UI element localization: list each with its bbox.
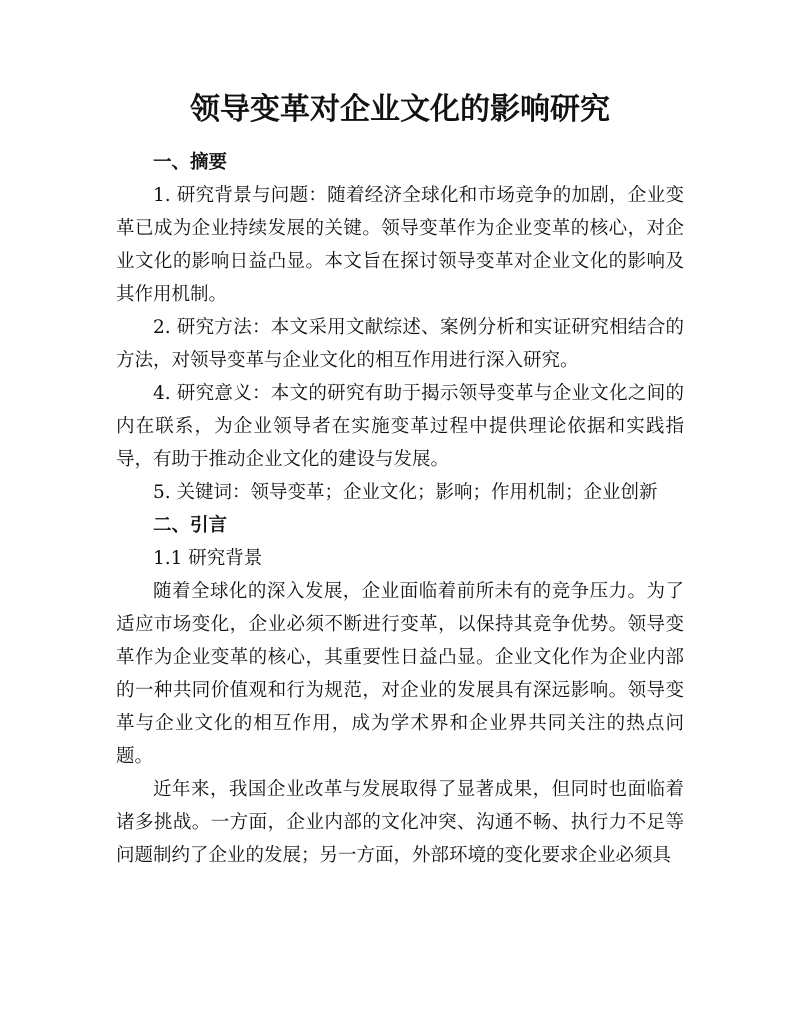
intro-heading: 二、引言 [153,515,228,536]
abstract-item: 4. 研究意义：本文的研究有助于揭示领导变革与企业文化之间的内在联系，为企业领导者在实施变革过程中提供理论依据和实践指导，有助于推动企业文化的建设与发展。 [116,383,684,470]
keywords-item: 5. 关键词：领导变革；企业文化；影响；作用机制；企业创新 [153,482,658,503]
intro-paragraph: 近年来，我国企业改革与发展取得了显著成果，但同时也面临着诸多挑战。一方面，企业内部的文化冲突、沟通不畅、执行力不足等问题制约了企业的发展；另一方面，外部环境的变化要求企业必须具 [116,779,684,866]
intro-subheading: 1.1 研究背景 [153,548,263,569]
intro-paragraph: 随着全球化的深入发展，企业面临着前所未有的竞争压力。为了适应市场变化，企业必须不断进行变革，以保持其竞争优势。领导变革作为企业变革的核心，其重要性日益凸显。企业文化作为企业内部的一种共同价值观和行为规范，对企业的发展具有深远影响。领导变革与企业文化的相互作用，成为学术界和企业界共同关注的热点问题。 [116,581,684,767]
abstract-item: 1. 研究背景与问题：随着经济全球化和市场竞争的加剧，企业变革已成为企业持续发展的关键。领导变革作为企业变革的核心，对企业文化的影响日益凸显。本文旨在探讨领导变革对企业文化的影响及其作用机制。 [116,185,684,305]
document-body [116,146,684,872]
abstract-item: 2. 研究方法：本文采用文献综述、案例分析和实证研究相结合的方法，对领导变革与企业文化的相互作用进行深入研究。 [116,317,684,371]
page-title: 领导变革对企业文化的影响研究 [190,92,610,127]
abstract-heading: 一、摘要 [153,152,228,173]
